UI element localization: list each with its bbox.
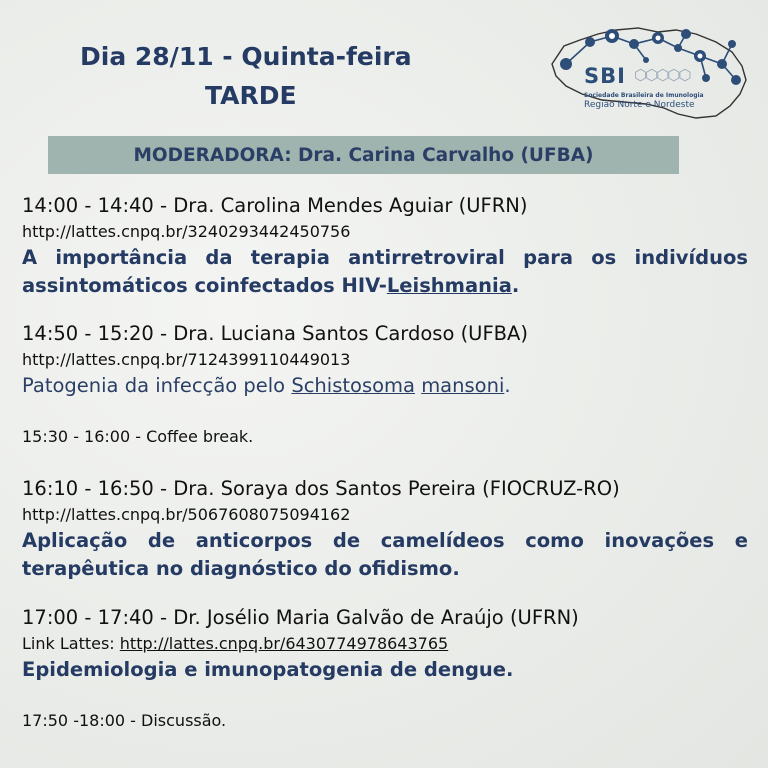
talk-3 <box>22 475 748 583</box>
talk-4-link-row <box>22 632 748 656</box>
logo-name: SBI <box>584 64 626 88</box>
discussion <box>22 709 748 733</box>
talk-2-title-genus: Schistosoma <box>291 374 415 397</box>
coffee-break <box>22 425 748 449</box>
sbi-logo <box>546 22 752 120</box>
talk-4 <box>22 604 748 684</box>
page-subtitle: TARDE <box>205 81 297 110</box>
talk-2-title-end: . <box>504 374 511 397</box>
talk-2-link[interactable]: http://lattes.cnpq.br/7124399110449013 <box>22 350 351 369</box>
talk-3-title: Aplicação de anticorpos de camelídeos como inovações e terapêutica no diagnóstico do ofidismo. <box>22 529 748 580</box>
talk-1-title <box>22 244 748 300</box>
talk-3-time: 16:10 - 16:50 - Dra. Soraya dos Santos Pereira (FIOCRUZ-RO) <box>22 477 620 500</box>
talk-2-title-species: mansoni <box>421 374 505 397</box>
talk-4-time: 17:00 - 17:40 - Dr. Josélio Maria Galvão de Araújo (UFRN) <box>22 606 579 629</box>
talk-1-title-text: A importância da terapia antirretroviral para os indivíduos assintomáticos coinfectados HIV- <box>22 246 748 297</box>
talk-1-time: 14:00 - 14:40 - Dra. Carolina Mendes Aguiar (UFRN) <box>22 194 528 217</box>
page-title: Dia 28/11 - Quinta-feira <box>80 42 412 71</box>
talk-1-title-end: . <box>511 274 520 297</box>
talk-1-title-organism: Leishmania <box>386 274 512 297</box>
talk-2 <box>22 320 748 400</box>
moderator-banner: MODERADORA: Dra. Carina Carvalho (UFBA) <box>48 136 679 174</box>
discussion-text: 17:50 -18:00 - Discussão. <box>22 711 227 730</box>
logo-org-name: Sociedade Brasileira de Imunologia <box>584 92 704 99</box>
hexagon-chain-icon: ⬡⬡⬡⬡⬡ <box>634 66 690 84</box>
talk-2-title-text: Patogenia da infecção pelo <box>22 374 292 397</box>
talk-2-title <box>22 372 748 400</box>
talk-1-link[interactable]: http://lattes.cnpq.br/3240293442450756 <box>22 222 351 241</box>
logo-region: Região Norte e Nordeste <box>584 100 695 110</box>
coffee-break-text: 15:30 - 16:00 - Coffee break. <box>22 427 254 446</box>
talk-4-link[interactable]: http://lattes.cnpq.br/6430774978643765 <box>119 634 449 653</box>
talk-1 <box>22 192 748 300</box>
talk-2-time: 14:50 - 15:20 - Dra. Luciana Santos Cardoso (UFBA) <box>22 322 528 345</box>
talk-3-link[interactable]: http://lattes.cnpq.br/5067608075094162 <box>22 505 351 524</box>
talk-4-title: Epidemiologia e imunopatogenia de dengue. <box>22 658 514 681</box>
talk-4-link-label: Link Lattes: <box>22 634 120 653</box>
